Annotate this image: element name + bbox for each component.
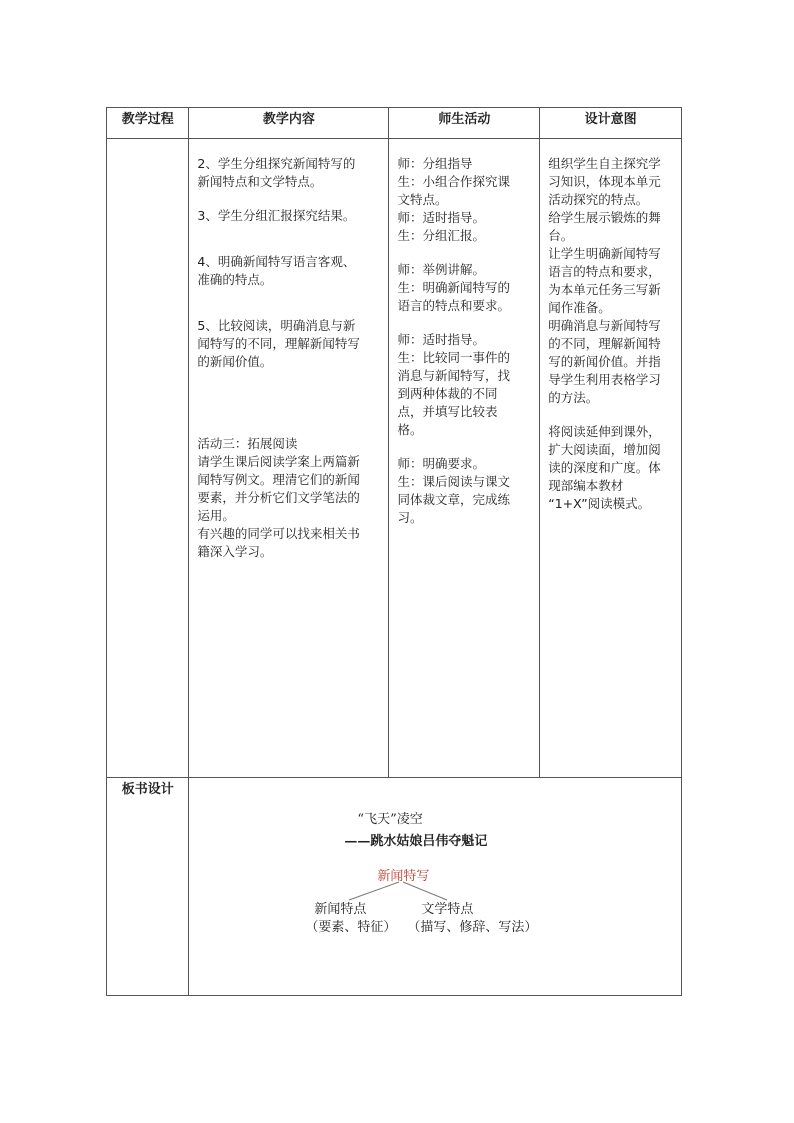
activity-block-group: 师：分组指导 生：小组合作探究课 文特点。 师：适时指导。 生：分组汇报。 <box>397 156 510 243</box>
header-teaching-process: 教学过程 <box>107 108 189 139</box>
content-block-report: 3、学生分组汇报探究结果。 <box>197 208 356 223</box>
content-cell <box>189 139 389 778</box>
table-header-row <box>107 108 682 139</box>
board-news-features-detail: （要素、特征） <box>305 920 397 935</box>
board-subtitle: ——跳水姑娘吕伟夺魁记 <box>344 834 488 849</box>
lesson-plan-table <box>106 107 682 996</box>
board-literary-features: 文学特点 <box>421 902 474 917</box>
intent-cell <box>540 139 682 778</box>
content-block-language: 4、明确新闻特写语言客观、 准确的特点。 <box>197 254 356 287</box>
board-news-features: 新闻特点 <box>314 902 367 917</box>
board-literary-features-detail: （描写、修辞、写法） <box>407 920 538 935</box>
intent-block-main: 组织学生自主探究学 习知识，体现本单元 活动探究的特点。 给学生展示锻炼的舞 台。 让学生明确新闻特写 语言的特点和要求， 为本单元任务三写新 闻作准备。 明确消息与新闻特写 的不同，理解新闻特 写的新闻价值。并指 导学生利用表格学习 的方法。 <box>548 156 661 405</box>
content-block-explore: 2、学生分组探究新闻特写的 新闻特点和文学特点。 <box>197 156 356 189</box>
intent-block-extend: 将阅读延伸到课外， 扩大阅读面，增加阅 读的深度和广度。体 现部编本教材 “1+X”阅读模式。 <box>548 424 661 511</box>
board-design-label: 板书设计 <box>107 778 189 996</box>
board-design-row <box>107 778 682 996</box>
process-cell-empty <box>107 139 189 778</box>
header-teacher-student-activity: 师生活动 <box>389 108 540 139</box>
activity-cell <box>389 139 540 778</box>
table-row <box>107 139 682 778</box>
content-block-compare: 5、比较阅读，明确消息与新 闻特写的不同，理解新闻特写 的新闻价值。 <box>197 318 360 369</box>
activity-block-compare: 师：适时指导。 生：比较同一事件的 消息与新闻特写，找 到两种体裁的不同 点，并填写比较表 格。 <box>397 332 510 437</box>
activity-block-explain: 师：举例讲解。 生：明确新闻特写的 语言的特点和要求。 <box>397 262 510 313</box>
content-block-extended-reading: 活动三：拓展阅读 请学生课后阅读学案上两篇新 闻特写例文。理清它们的新闻 要素，并分析它们文学笔法的 运用。 有兴趣的同学可以找来相关书 籍深入学习。 <box>197 436 360 559</box>
board-design-cell <box>189 778 682 996</box>
board-connector-lines <box>189 778 681 995</box>
activity-block-homework: 师：明确要求。 生：课后阅读与课文 同体裁文章，完成练 习。 <box>397 456 510 525</box>
header-design-intent: 设计意图 <box>540 108 682 139</box>
board-center-topic: 新闻特写 <box>377 869 430 884</box>
board-title: “飞天”凌空 <box>357 812 423 827</box>
header-teaching-content: 教学内容 <box>189 108 389 139</box>
board-design <box>189 778 681 995</box>
